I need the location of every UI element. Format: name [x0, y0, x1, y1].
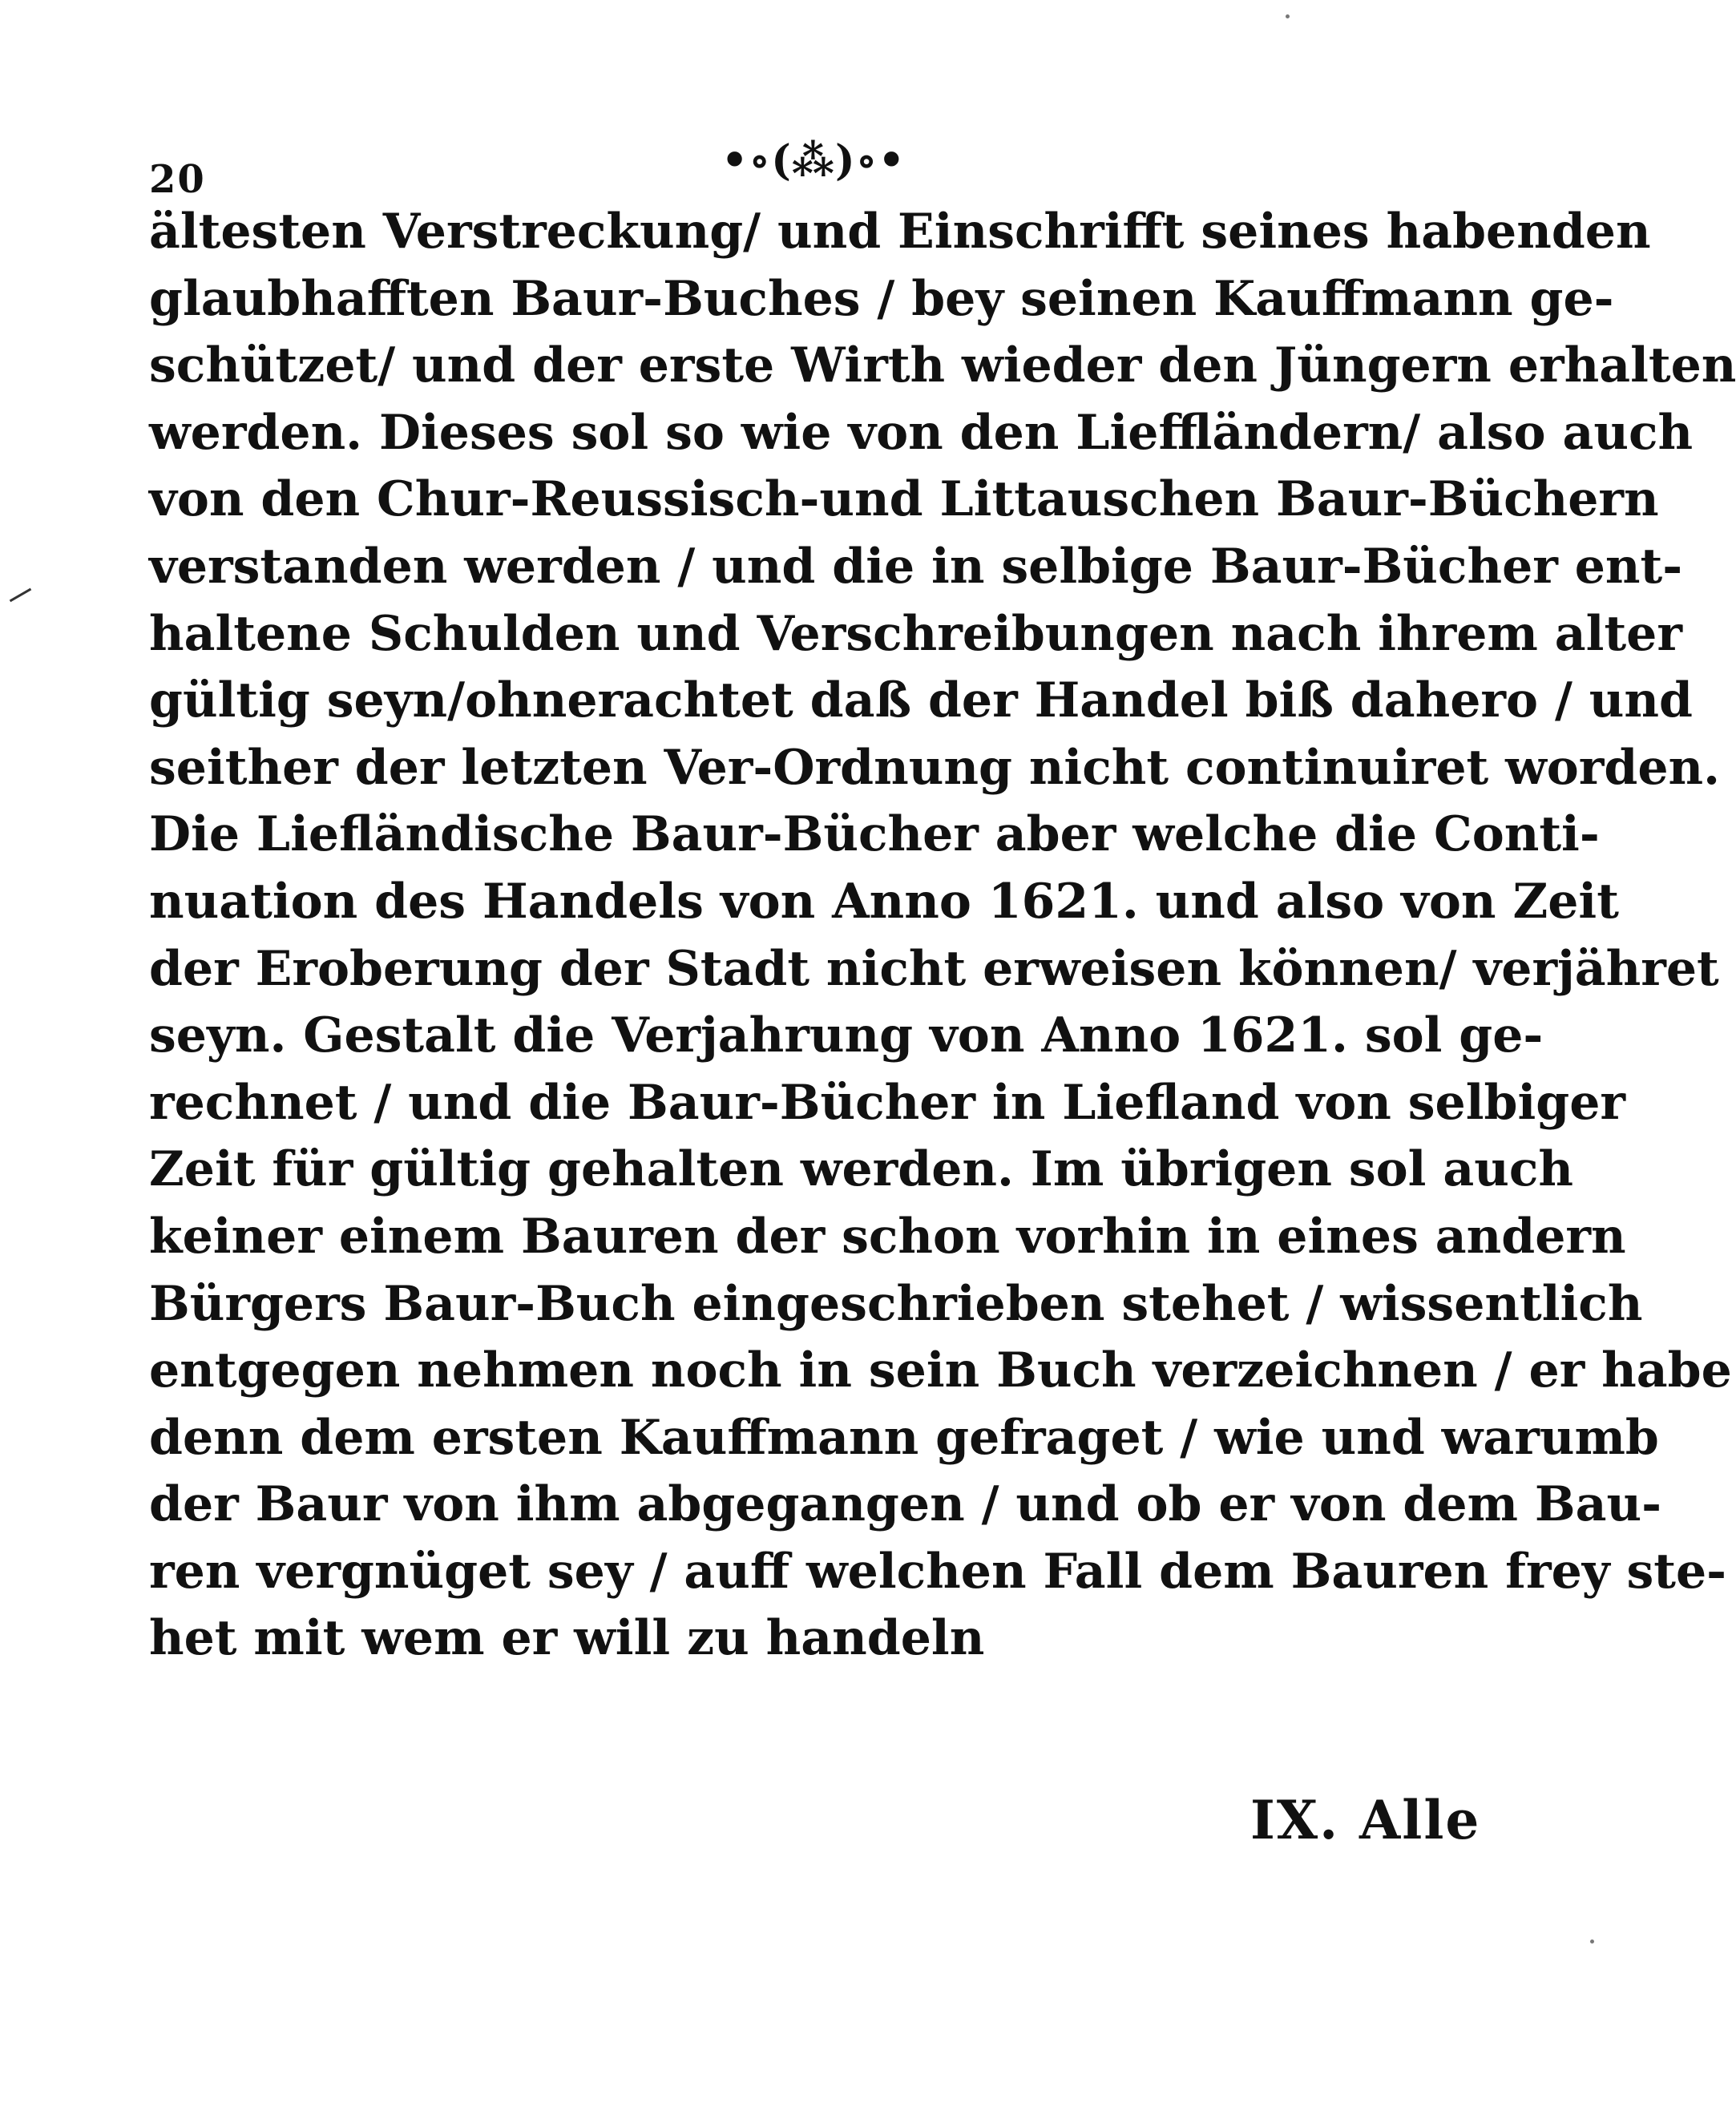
text-line: verstanden werden / und die in selbige Baur-Bücher ent- — [149, 538, 1683, 595]
body-text — [149, 199, 1736, 1673]
text-line: Bürgers Baur-Buch eingeschrieben stehet / wissentlich — [149, 1275, 1643, 1332]
text-line: haltene Schulden und Verschreibungen nach ihrem alter — [149, 605, 1682, 662]
catchword: IX. Alle — [1250, 1789, 1481, 1851]
text-line: glaubhafften Baur-Buches / bey seinen Kauffmann ge- — [149, 270, 1614, 327]
margin-mark — [10, 588, 37, 612]
text-line: nuation des Handels von Anno 1621. und also von Zeit — [149, 873, 1619, 930]
text-line: Zeit für gültig gehalten werden. Im übrigen sol auch — [149, 1141, 1574, 1198]
text-line: ältesten Verstreckung/ und Einschrifft seines habenden — [149, 204, 1651, 260]
text-line: rechnet / und die Baur-Bücher in Liefland von selbiger — [149, 1074, 1625, 1131]
text-line: seyn. Gestalt die Verjahrung von Anno 1621. sol ge- — [149, 1007, 1544, 1064]
header-ornament: •∘(⁂)∘• — [721, 136, 906, 185]
text-line: Die Liefländische Baur-Bücher aber welche die Conti- — [149, 806, 1600, 863]
speck-mark — [1590, 1940, 1594, 1944]
text-line: der Eroberung der Stadt nicht erweisen können/ verjähret — [149, 940, 1719, 997]
text-line: gültig seyn/ohnerachtet daß der Handel biß dahero / und — [149, 672, 1693, 729]
text-line: het mit wem er will zu handeln — [149, 1610, 985, 1667]
text-line: entgegen nehmen noch in sein Buch verzeichnen / er habe — [149, 1342, 1732, 1399]
text-line: schützet/ und der erste Wirth wieder den Jüngern erhalten — [149, 337, 1736, 394]
speck-mark — [1286, 14, 1290, 18]
text-line: ren vergnüget sey / auff welchen Fall dem Bauren frey ste- — [149, 1543, 1727, 1600]
text-line: denn dem ersten Kauffmann gefraget / wie und warumb — [149, 1409, 1659, 1466]
text-line: keiner einem Bauren der schon vorhin in eines andern — [149, 1208, 1626, 1265]
text-line: von den Chur-Reussisch-und Littauschen Baur-Büchern — [149, 471, 1659, 528]
text-line: werden. Dieses sol so wie von den Lieffländern/ also auch — [149, 404, 1694, 461]
text-line: der Baur von ihm abgegangen / und ob er von dem Bau- — [149, 1476, 1662, 1533]
text-line: seither der letzten Ver-Ordnung nicht continuiret worden. — [149, 739, 1721, 796]
page-number: 20 — [149, 157, 206, 202]
